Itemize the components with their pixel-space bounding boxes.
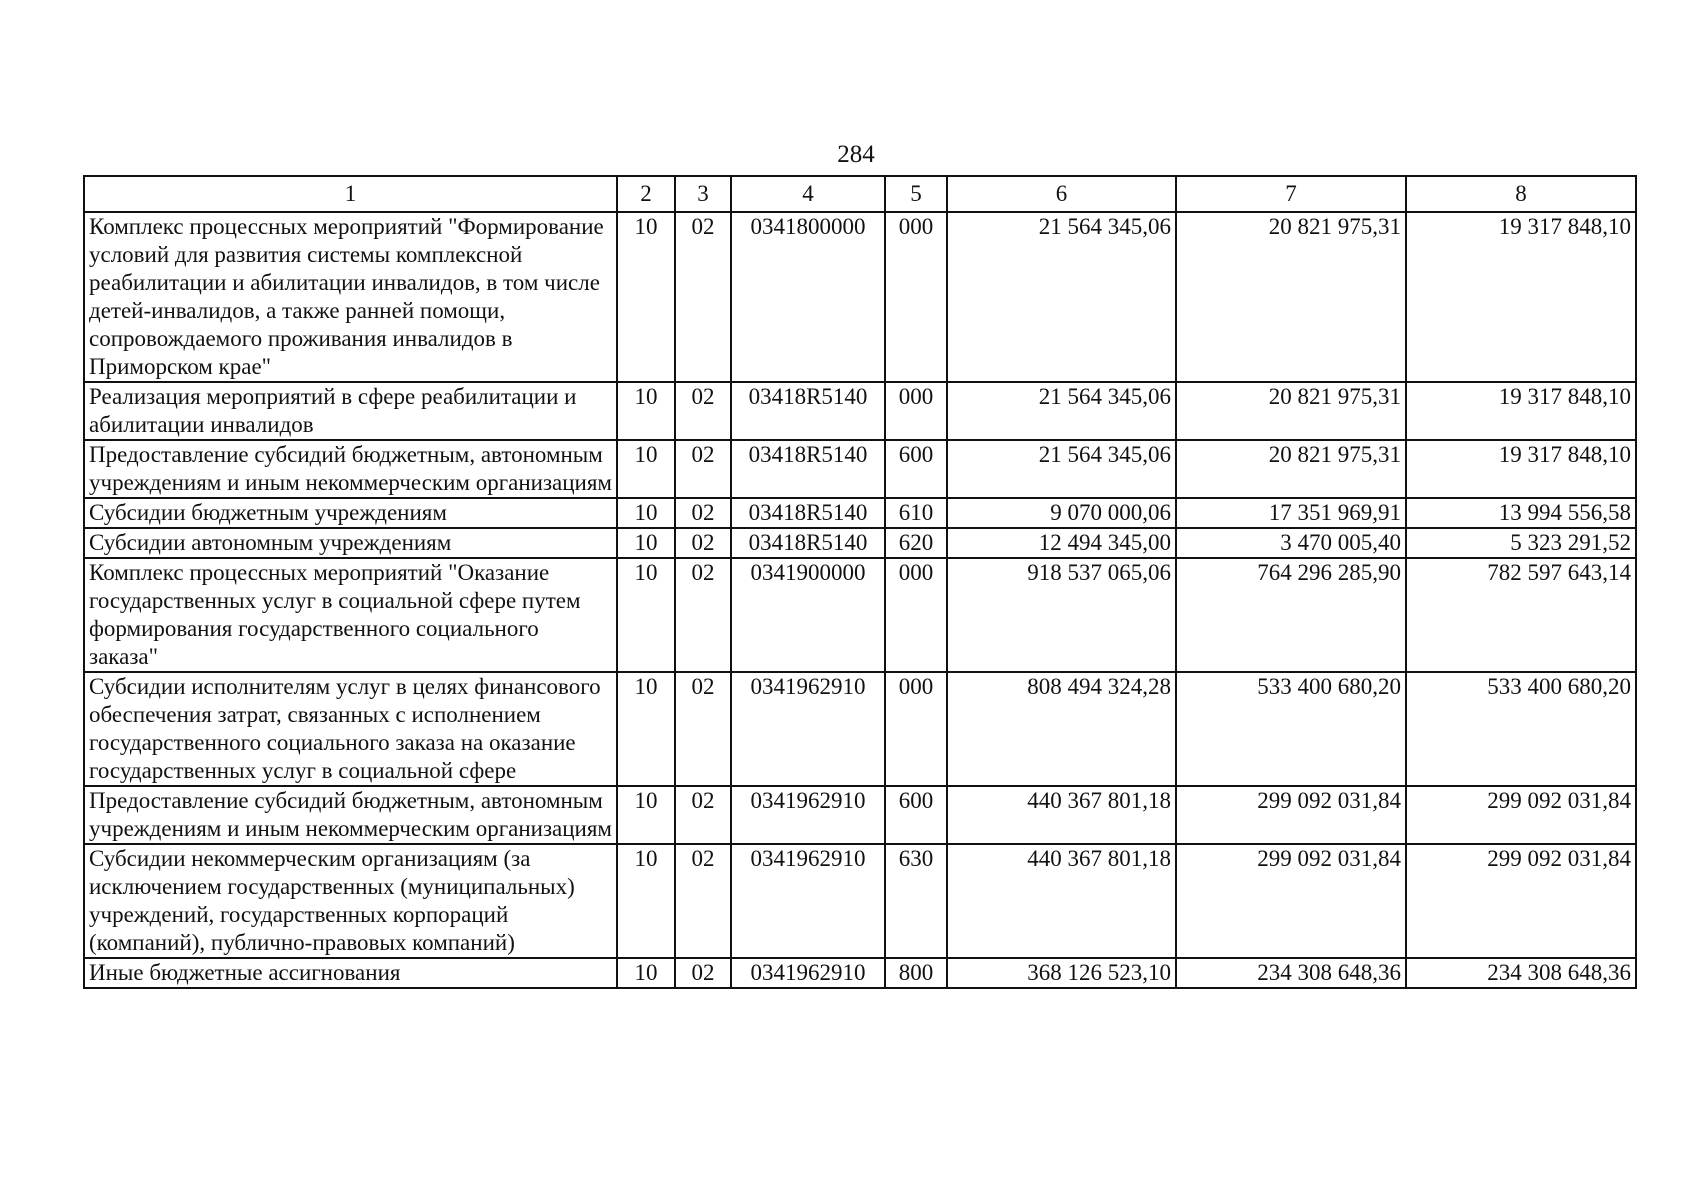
target-article-code: 0341800000 [731, 212, 885, 382]
amount-col-7: 299 092 031,84 [1176, 844, 1406, 958]
row-name: Реализация мероприятий в сфере реабилитации и абилитации инвалидов [84, 382, 617, 440]
subsection-code: 02 [675, 672, 731, 786]
subsection-code: 02 [675, 382, 731, 440]
amount-col-7: 20 821 975,31 [1176, 212, 1406, 382]
amount-col-8: 533 400 680,20 [1406, 672, 1636, 786]
row-name: Иные бюджетные ассигнования [84, 958, 617, 988]
column-header: 5 [885, 176, 947, 212]
row-name: Предоставление субсидий бюджетным, автономным учреждениям и иным некоммерческим организациям [84, 440, 617, 498]
expense-type-code: 600 [885, 786, 947, 844]
target-article-code: 0341962910 [731, 958, 885, 988]
section-code: 10 [617, 440, 675, 498]
amount-col-7: 20 821 975,31 [1176, 382, 1406, 440]
amount-col-6: 21 564 345,06 [947, 382, 1176, 440]
table-row [84, 212, 1636, 382]
amount-col-8: 13 994 556,58 [1406, 498, 1636, 528]
budget-table [83, 175, 1637, 989]
section-code: 10 [617, 212, 675, 382]
column-header: 2 [617, 176, 675, 212]
target-article-code: 03418R5140 [731, 440, 885, 498]
section-code: 10 [617, 498, 675, 528]
subsection-code: 02 [675, 558, 731, 672]
column-header: 1 [84, 176, 617, 212]
table-row [84, 440, 1636, 498]
amount-col-8: 299 092 031,84 [1406, 786, 1636, 844]
amount-col-6: 918 537 065,06 [947, 558, 1176, 672]
amount-col-6: 21 564 345,06 [947, 212, 1176, 382]
expense-type-code: 600 [885, 440, 947, 498]
subsection-code: 02 [675, 958, 731, 988]
table-row [84, 558, 1636, 672]
expense-type-code: 000 [885, 558, 947, 672]
amount-col-8: 299 092 031,84 [1406, 844, 1636, 958]
target-article-code: 0341962910 [731, 786, 885, 844]
subsection-code: 02 [675, 844, 731, 958]
amount-col-6: 9 070 000,06 [947, 498, 1176, 528]
section-code: 10 [617, 786, 675, 844]
table-row [84, 528, 1636, 558]
amount-col-8: 5 323 291,52 [1406, 528, 1636, 558]
amount-col-8: 234 308 648,36 [1406, 958, 1636, 988]
amount-col-8: 19 317 848,10 [1406, 382, 1636, 440]
column-header: 6 [947, 176, 1176, 212]
expense-type-code: 000 [885, 212, 947, 382]
row-name: Субсидии автономным учреждениям [84, 528, 617, 558]
amount-col-6: 21 564 345,06 [947, 440, 1176, 498]
column-header: 7 [1176, 176, 1406, 212]
column-header: 4 [731, 176, 885, 212]
section-code: 10 [617, 558, 675, 672]
amount-col-7: 533 400 680,20 [1176, 672, 1406, 786]
amount-col-7: 764 296 285,90 [1176, 558, 1406, 672]
row-name: Субсидии некоммерческим организациям (за исключением государственных (муниципальных) учреждений, государственных корпораций (компаний), публично-правовых компаний) [84, 844, 617, 958]
table-row [84, 498, 1636, 528]
column-header: 8 [1406, 176, 1636, 212]
amount-col-7: 299 092 031,84 [1176, 786, 1406, 844]
target-article-code: 0341962910 [731, 672, 885, 786]
amount-col-6: 808 494 324,28 [947, 672, 1176, 786]
amount-col-6: 440 367 801,18 [947, 786, 1176, 844]
target-article-code: 03418R5140 [731, 382, 885, 440]
section-code: 10 [617, 844, 675, 958]
expense-type-code: 620 [885, 528, 947, 558]
table-row [84, 786, 1636, 844]
header-row [84, 176, 1636, 212]
amount-col-8: 782 597 643,14 [1406, 558, 1636, 672]
target-article-code: 0341900000 [731, 558, 885, 672]
expense-type-code: 630 [885, 844, 947, 958]
expense-type-code: 610 [885, 498, 947, 528]
subsection-code: 02 [675, 528, 731, 558]
expense-type-code: 800 [885, 958, 947, 988]
row-name: Субсидии бюджетным учреждениям [84, 498, 617, 528]
amount-col-6: 368 126 523,10 [947, 958, 1176, 988]
subsection-code: 02 [675, 212, 731, 382]
row-name: Субсидии исполнителям услуг в целях финансового обеспечения затрат, связанных с исполнением государственного социального заказа на оказание государственных услуг в социальной сфере [84, 672, 617, 786]
subsection-code: 02 [675, 498, 731, 528]
row-name: Комплекс процессных мероприятий "Оказание государственных услуг в социальной сфере путем формирования государственного социального заказа" [84, 558, 617, 672]
section-code: 10 [617, 382, 675, 440]
column-header: 3 [675, 176, 731, 212]
section-code: 10 [617, 958, 675, 988]
amount-col-8: 19 317 848,10 [1406, 212, 1636, 382]
amount-col-7: 234 308 648,36 [1176, 958, 1406, 988]
expense-type-code: 000 [885, 382, 947, 440]
amount-col-8: 19 317 848,10 [1406, 440, 1636, 498]
row-name: Комплекс процессных мероприятий "Формирование условий для развития системы комплексной реабилитации и абилитации инвалидов, в том числе детей-инвалидов, а также ранней помощи, сопровождаемого проживания инвалидов в Приморском крае" [84, 212, 617, 382]
page-number: 284 [837, 141, 875, 168]
table-row [84, 958, 1636, 988]
amount-col-6: 12 494 345,00 [947, 528, 1176, 558]
section-code: 10 [617, 528, 675, 558]
table-row [84, 382, 1636, 440]
amount-col-7: 3 470 005,40 [1176, 528, 1406, 558]
target-article-code: 0341962910 [731, 844, 885, 958]
amount-col-7: 20 821 975,31 [1176, 440, 1406, 498]
expense-type-code: 000 [885, 672, 947, 786]
section-code: 10 [617, 672, 675, 786]
table-row [84, 844, 1636, 958]
amount-col-6: 440 367 801,18 [947, 844, 1176, 958]
amount-col-7: 17 351 969,91 [1176, 498, 1406, 528]
subsection-code: 02 [675, 786, 731, 844]
target-article-code: 03418R5140 [731, 528, 885, 558]
target-article-code: 03418R5140 [731, 498, 885, 528]
table-row [84, 672, 1636, 786]
subsection-code: 02 [675, 440, 731, 498]
row-name: Предоставление субсидий бюджетным, автономным учреждениям и иным некоммерческим организациям [84, 786, 617, 844]
